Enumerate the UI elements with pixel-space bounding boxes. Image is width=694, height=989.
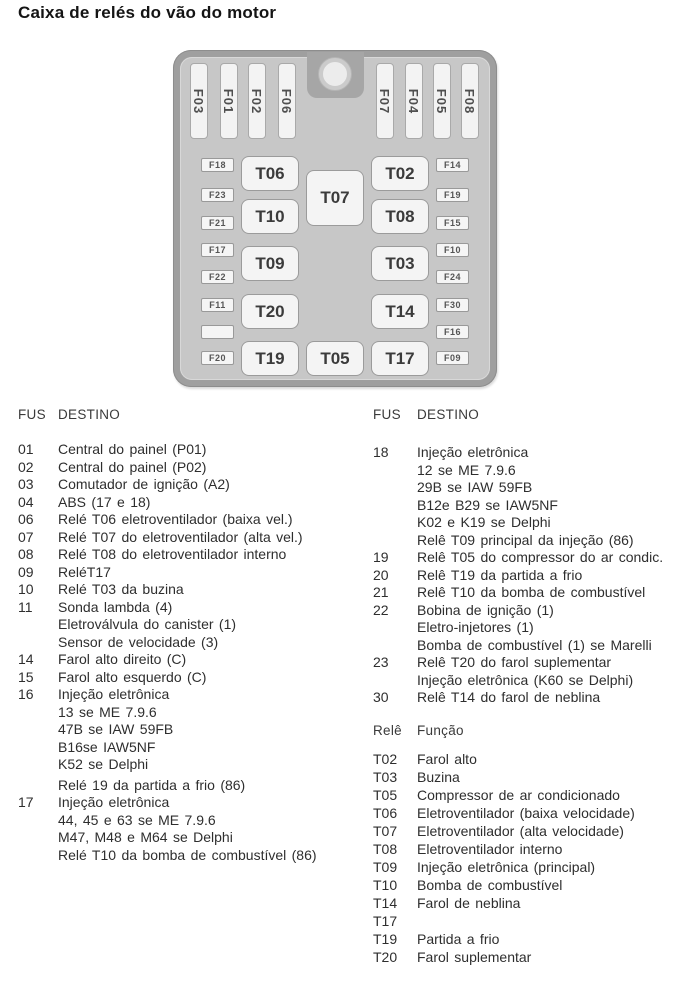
- relay-description: Eletroventilador interno: [417, 841, 563, 857]
- fuse-right-row: [373, 497, 691, 515]
- relay-number: T20: [373, 949, 398, 965]
- fuse-right-row-30: [373, 689, 691, 707]
- fuse-right-number: [373, 672, 417, 690]
- header-fus: FUS: [373, 407, 401, 422]
- relay-row-T19: [373, 930, 691, 948]
- fuse-left-row: [18, 812, 363, 830]
- top-fuse-label: F05: [434, 88, 450, 114]
- fuse-F16: F16: [436, 325, 469, 339]
- fuse-left-number: [18, 721, 58, 739]
- fuse-left-row-03: [18, 476, 363, 494]
- relay-description: Eletroventilador (baixa velocidade): [417, 805, 635, 821]
- relay-description: [417, 912, 691, 930]
- fuse-right-row: [373, 479, 691, 497]
- relay-number: T07: [373, 823, 398, 839]
- relay-description: Farol suplementar: [417, 949, 532, 965]
- fuse-left-number: 11: [18, 598, 33, 615]
- fuse-left-number: 09: [18, 563, 34, 580]
- relay-row-T08: [373, 840, 691, 858]
- header-destino: DESTINO: [417, 407, 480, 422]
- relay-number: T09: [373, 859, 398, 875]
- fuse-left-row-15: [18, 669, 363, 687]
- relay-table: [373, 750, 691, 966]
- relay-T03: T03: [371, 246, 429, 281]
- fuse-right-number: [373, 462, 417, 480]
- relay-number: T05: [373, 787, 398, 803]
- fuse-left-description: 47B se IAW 59FB: [58, 721, 174, 737]
- fuse-F17: F17: [201, 243, 234, 257]
- fusebox-diagram: [173, 50, 497, 387]
- top-fuse-label: F04: [406, 88, 422, 114]
- fuse-right-row-22: [373, 602, 691, 620]
- relay-row-T09: [373, 858, 691, 876]
- relay-description: Injeção eletrônica (principal): [417, 859, 596, 875]
- fuse-F14: F14: [436, 158, 469, 172]
- relay-row-T07: [373, 822, 691, 840]
- relay-number: T17: [373, 913, 398, 929]
- relay-description: Farol de neblina: [417, 895, 521, 911]
- fuse-left-description: 44, 45 e 63 se ME 7.9.6: [58, 811, 216, 828]
- fuse-left-description: Farol alto esquerdo (C): [58, 668, 207, 685]
- fuse-right-description: Bomba de combustível (1) se Marelli: [417, 636, 652, 653]
- fuse-left-description: B16se IAW5NF: [58, 738, 156, 755]
- relay-number: T02: [373, 751, 398, 767]
- fuse-left-row: [18, 756, 363, 774]
- fuse-table-left-header: [18, 407, 120, 422]
- relay-T02: T02: [371, 156, 429, 191]
- fuse-left-description: Relé T03 da buzina: [58, 581, 184, 597]
- fuse-right-row: [373, 532, 691, 550]
- top-fuse-label: F08: [462, 88, 478, 114]
- fuse-left-description: Sensor de velocidade (3): [58, 633, 219, 650]
- page-title: Caixa de relés do vão do motor: [18, 3, 277, 22]
- fuse-right-description: Injeção eletrônica (K60 se Delphi): [417, 671, 634, 688]
- fuse-left-row: [18, 739, 363, 757]
- fuse-left-row: [18, 704, 363, 722]
- fuse-right-row-21: [373, 584, 691, 602]
- fuse-left-row-14: [18, 651, 363, 669]
- relay-T10: T10: [241, 199, 299, 234]
- fuse-right-number: [373, 637, 417, 655]
- fuse-left-row-01: [18, 441, 363, 459]
- relay-T14: T14: [371, 294, 429, 329]
- fuse-left-number: 08: [18, 546, 34, 562]
- fuse-F20: F20: [201, 351, 234, 365]
- top-fuse-label: F07: [377, 88, 393, 114]
- fuse-left-number: 15: [18, 668, 34, 685]
- relay-number: T14: [373, 895, 398, 911]
- fuse-left-row: [18, 777, 363, 795]
- fuse-left-description: ABS (17 e 18): [58, 493, 151, 510]
- fuse-right-number: [373, 479, 417, 497]
- fuse-left-row-17: [18, 794, 363, 812]
- fuse-right-description: Bobina de ignição (1): [417, 601, 554, 618]
- relay-row-T05: [373, 786, 691, 804]
- fuse-left-row-11: [18, 599, 363, 617]
- fuse-F18: F18: [201, 158, 234, 172]
- fuse-right-number: [373, 619, 417, 637]
- relay-row-T06: [373, 804, 691, 822]
- fuse-right-description: Relê T19 da partida a frio: [417, 566, 583, 583]
- fuse-left-description: Relé T08 do eletroventilador interno: [58, 546, 287, 562]
- fuse-left-description: Relé 19 da partida a frio (86): [58, 776, 246, 793]
- fuse-F22: F22: [201, 270, 234, 284]
- fuse-left-row-09: [18, 564, 363, 582]
- fuse-left-number: [18, 756, 58, 774]
- header-funcao: Função: [417, 723, 464, 738]
- fuse-left-row: [18, 847, 363, 865]
- top-fuse-F06: [278, 63, 296, 139]
- fuse-left-description: M47, M48 e M64 se Delphi: [58, 829, 233, 845]
- relay-number: T10: [373, 877, 398, 893]
- fuse-left-description: K52 se Delphi: [58, 756, 149, 772]
- fuse-right-number: 23: [373, 654, 389, 670]
- fuse-right-row: [373, 672, 691, 690]
- fuse-left-number: 04: [18, 493, 34, 510]
- fuse-left-number: 03: [18, 476, 34, 492]
- fuse-left-number: 17: [18, 794, 34, 810]
- fuse-right-row-23: [373, 654, 691, 672]
- top-fuse-F02: [248, 63, 266, 139]
- fuse-F09: F09: [436, 351, 469, 365]
- fuse-right-row-19: [373, 549, 691, 567]
- fuse-left-row-07: [18, 529, 363, 547]
- relay-T20: T20: [241, 294, 299, 329]
- fuse-left-description: Farol alto direito (C): [58, 651, 187, 667]
- fuse-right-description: Relê T10 da bomba de combustível: [417, 584, 646, 600]
- fuse-right-description: Injeção eletrônica: [417, 444, 529, 460]
- relay-description: Eletroventilador (alta velocidade): [417, 823, 624, 839]
- fuse-F11: F11: [201, 298, 234, 312]
- relay-T05: T05: [306, 341, 364, 376]
- relay-description: Buzina: [417, 769, 460, 785]
- fuse-left-description: 13 se ME 7.9.6: [58, 703, 157, 720]
- fuse-left-row-06: [18, 511, 363, 529]
- fuse-right-description: 12 se ME 7.9.6: [417, 461, 516, 478]
- fuse-left-row-02: [18, 459, 363, 477]
- fuse-right-description: Relê T05 do compressor do ar condic.: [417, 549, 664, 565]
- fuse-right-number: 20: [373, 566, 389, 583]
- fuse-left-description: Sonda lambda (4): [58, 598, 173, 615]
- fuse-left-description: Comutador de ignição (A2): [58, 476, 230, 492]
- fuse-left-row-16: [18, 686, 363, 704]
- fuse-left-description: Relé T06 eletroventilador (baixa vel.): [58, 511, 293, 527]
- fuse-left-row-10: [18, 581, 363, 599]
- fuse-left-number: 01: [18, 441, 34, 457]
- relay-T06: T06: [241, 156, 299, 191]
- fuse-blank: [201, 325, 234, 339]
- relay-row-T14: [373, 894, 691, 912]
- fuse-right-description: Relê T14 do farol de neblina: [417, 689, 601, 705]
- relay-row-T02: [373, 750, 691, 768]
- relay-description: Farol alto: [417, 751, 477, 767]
- relay-T08: T08: [371, 199, 429, 234]
- relay-table-header: [373, 723, 464, 738]
- relay-description: Bomba de combustível: [417, 877, 563, 893]
- fuse-table-left: [18, 441, 363, 864]
- top-fuse-label: F03: [191, 88, 207, 114]
- fuse-left-row-08: [18, 546, 363, 564]
- fuse-right-number: [373, 532, 417, 550]
- header-fus: FUS: [18, 407, 46, 422]
- fuse-right-number: 30: [373, 689, 389, 705]
- fuse-left-number: 06: [18, 511, 34, 527]
- fuse-left-number: 02: [18, 458, 34, 475]
- relay-description: Compressor de ar condicionado: [417, 787, 620, 803]
- top-fuse-label: F01: [221, 88, 237, 114]
- relay-number: T19: [373, 931, 398, 947]
- fuse-left-number: 14: [18, 651, 34, 667]
- fuse-right-row: [373, 514, 691, 532]
- fuse-table-right: [373, 444, 691, 707]
- top-fuse-F08: [461, 63, 479, 139]
- fuse-table-right-header: [373, 407, 479, 422]
- fuse-F24: F24: [436, 270, 469, 284]
- relay-T07: T07: [306, 170, 364, 226]
- fuse-right-row: [373, 619, 691, 637]
- fuse-left-description: Relé T07 do eletroventilador (alta vel.): [58, 528, 303, 545]
- fuse-F30: F30: [436, 298, 469, 312]
- relay-row-T10: [373, 876, 691, 894]
- fuse-left-description: ReléT17: [58, 563, 111, 580]
- fuse-right-description: B12e B29 se IAW5NF: [417, 496, 558, 513]
- relay-T17: T17: [371, 341, 429, 376]
- fuse-left-description: Central do painel (P02): [58, 458, 207, 475]
- fuse-right-number: 19: [373, 549, 389, 565]
- fuse-left-number: 07: [18, 528, 34, 545]
- header-destino: DESTINO: [58, 407, 121, 422]
- fuse-right-number: 18: [373, 444, 389, 460]
- fuse-left-number: [18, 847, 58, 865]
- fuse-F21: F21: [201, 216, 234, 230]
- fuse-F19: F19: [436, 188, 469, 202]
- relay-description: Partida a frio: [417, 931, 500, 947]
- fuse-right-number: [373, 514, 417, 532]
- relay-T19: T19: [241, 341, 299, 376]
- fuse-F15: F15: [436, 216, 469, 230]
- top-fuse-F01: [220, 63, 238, 139]
- top-fuse-F07: [376, 63, 394, 139]
- fuse-right-row: [373, 462, 691, 480]
- fuse-right-row-20: [373, 567, 691, 585]
- fuse-left-row: [18, 721, 363, 739]
- top-fuse-label: F02: [249, 88, 265, 114]
- fuse-left-number: [18, 616, 58, 634]
- relay-number: T06: [373, 805, 398, 821]
- top-fuse-F05: [433, 63, 451, 139]
- fuse-left-number: [18, 812, 58, 830]
- fuse-left-number: [18, 704, 58, 722]
- relay-row-T03: [373, 768, 691, 786]
- relay-number: T03: [373, 769, 398, 785]
- fuse-left-row: [18, 616, 363, 634]
- fuse-right-row-18: [373, 444, 691, 462]
- header-rele: Relê: [373, 723, 402, 738]
- fuse-right-description: K02 e K19 se Delphi: [417, 514, 551, 530]
- fuse-right-row: [373, 637, 691, 655]
- fuse-left-number: [18, 777, 58, 795]
- fuse-left-row: [18, 634, 363, 652]
- fuse-right-description: 29B se IAW 59FB: [417, 479, 533, 495]
- fuse-left-description: Relé T10 da bomba de combustível (86): [58, 846, 317, 863]
- fuse-left-description: Injeção eletrônica: [58, 686, 170, 702]
- fuse-F10: F10: [436, 243, 469, 257]
- fuse-right-description: Eletro-injetores (1): [417, 619, 534, 635]
- fuse-right-description: Relê T09 principal da injeção (86): [417, 531, 634, 548]
- fuse-left-description: Central do painel (P01): [58, 441, 207, 457]
- fuse-left-row: [18, 829, 363, 847]
- relay-number: T08: [373, 841, 398, 857]
- fuse-left-number: 16: [18, 686, 34, 702]
- screw-icon: [319, 58, 351, 90]
- fuse-right-number: 22: [373, 601, 389, 618]
- fuse-left-row-04: [18, 494, 363, 512]
- top-fuse-label: F06: [279, 88, 295, 114]
- fuse-left-description: Injeção eletrônica: [58, 794, 170, 810]
- relay-row-T20: [373, 948, 691, 966]
- fuse-right-number: 21: [373, 584, 389, 600]
- fuse-left-number: [18, 634, 58, 652]
- fuse-left-number: [18, 739, 58, 757]
- fuse-right-number: [373, 497, 417, 515]
- fuse-left-description: Eletroválvula do canister (1): [58, 616, 237, 632]
- fuse-left-number: [18, 829, 58, 847]
- top-fuse-F03: [190, 63, 208, 139]
- relay-T09: T09: [241, 246, 299, 281]
- top-fuse-F04: [405, 63, 423, 139]
- fuse-left-number: 10: [18, 581, 34, 597]
- fuse-right-description: Relê T20 do farol suplementar: [417, 654, 612, 670]
- fuse-F23: F23: [201, 188, 234, 202]
- relay-row-T17: [373, 912, 691, 930]
